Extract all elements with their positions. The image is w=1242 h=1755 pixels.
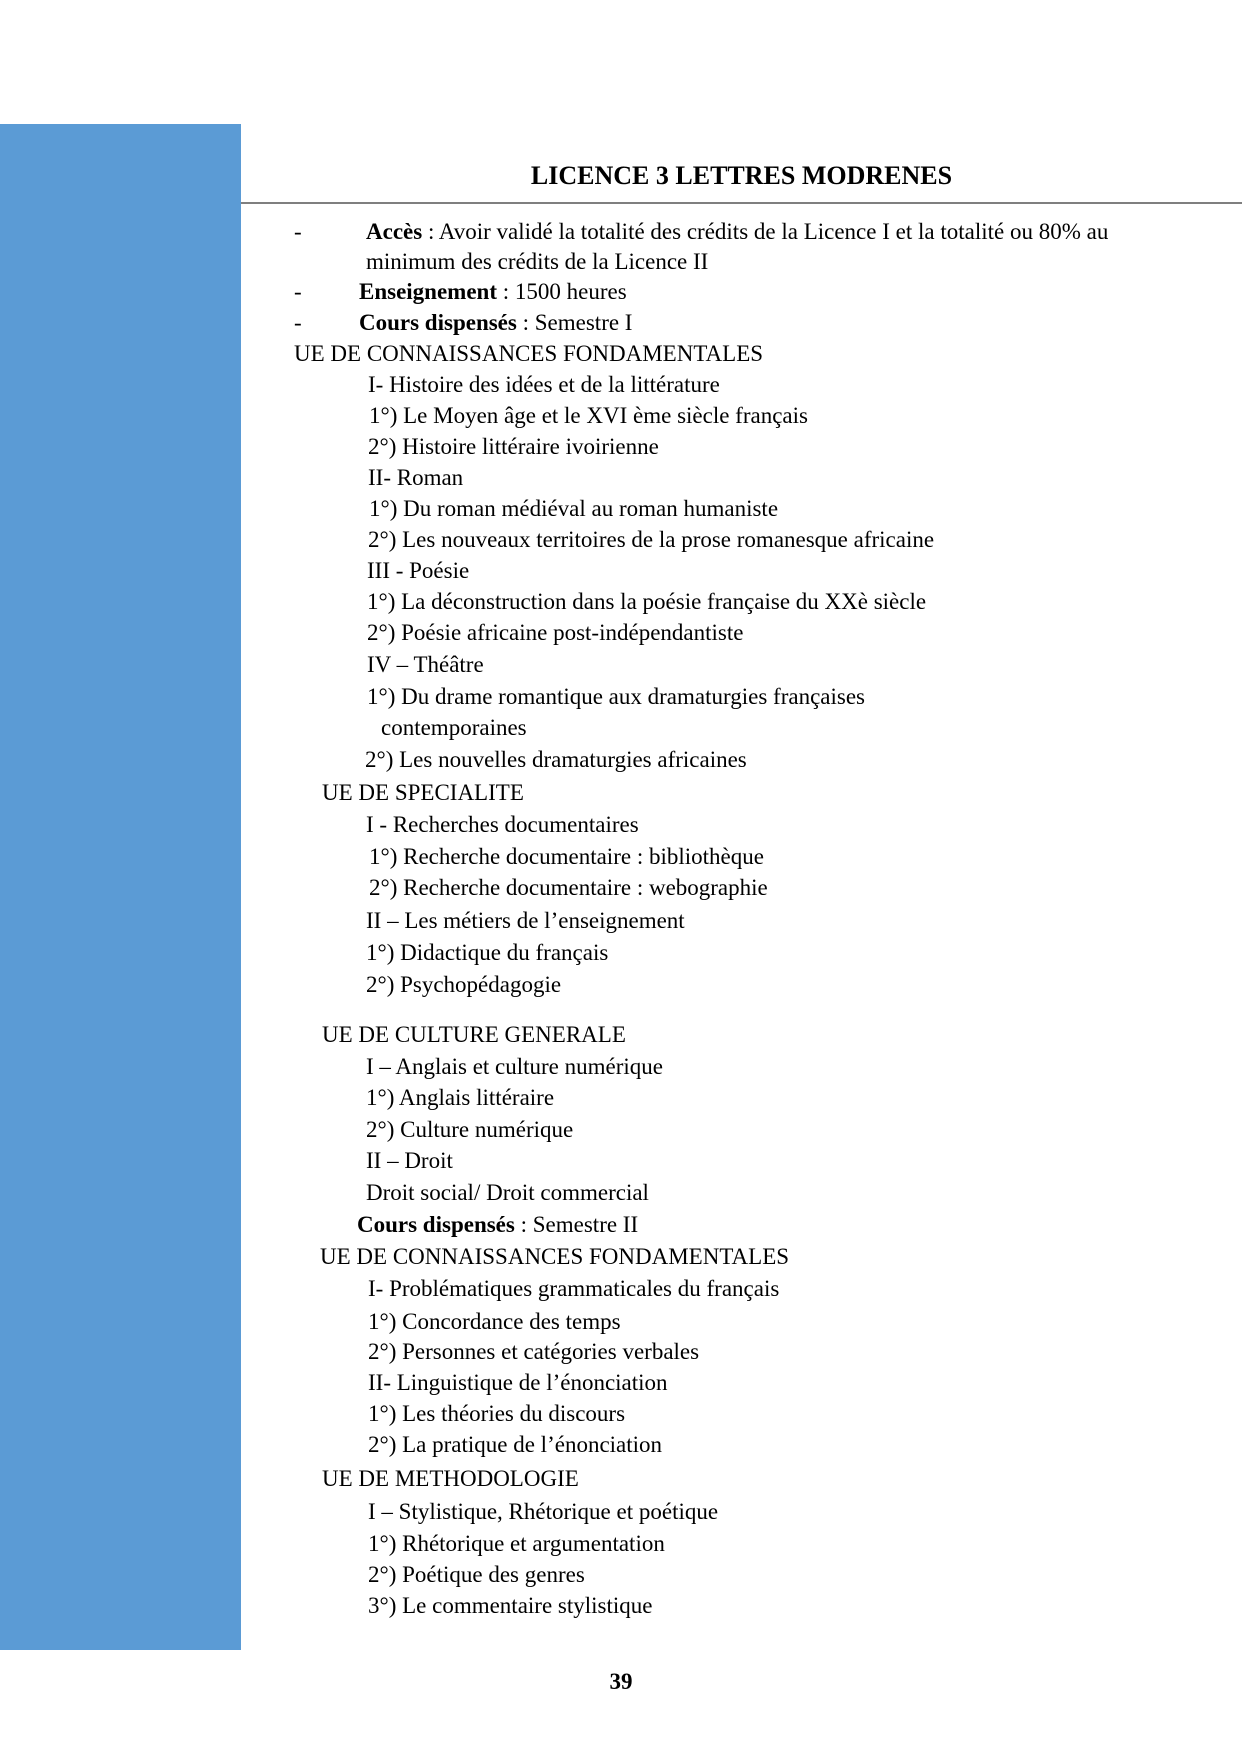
- course-item: 2°) Poétique des genres: [368, 1562, 585, 1587]
- course-item: II – Les métiers de l’enseignement: [366, 908, 685, 933]
- course-item: Droit social/ Droit commercial: [366, 1180, 649, 1205]
- course-item: 1°) Recherche documentaire : bibliothèque: [369, 844, 764, 869]
- course-item: 1°) La déconstruction dans la poésie française du XXè siècle: [367, 589, 927, 614]
- course-item: IV – Théâtre: [367, 652, 484, 677]
- course-item: 1°) Concordance des temps: [368, 1309, 621, 1334]
- course-item: 1°) Le Moyen âge et le XVI ème siècle français: [369, 403, 808, 428]
- bullet-dash: -: [294, 279, 302, 304]
- course-item: 3°) Le commentaire stylistique: [368, 1593, 653, 1618]
- course-item: I – Stylistique, Rhétorique et poétique: [368, 1499, 719, 1524]
- course-item: 2°) Personnes et catégories verbales: [368, 1339, 700, 1364]
- cours-text: : Semestre II: [514, 1212, 639, 1237]
- course-item: II- Linguistique de l’énonciation: [368, 1370, 668, 1395]
- bullet-dash: -: [294, 219, 302, 244]
- bullet-dash: -: [294, 310, 302, 335]
- course-item: I - Recherches documentaires: [366, 812, 639, 837]
- course-item: 1°) Du drame romantique aux dramaturgies françaises: [367, 684, 865, 709]
- course-item: 2°) Psychopédagogie: [366, 972, 562, 997]
- course-item: 2°) Les nouveaux territoires de la prose romanesque africaine: [368, 527, 935, 552]
- course-item: 2°) Histoire littéraire ivoirienne: [368, 434, 659, 459]
- ue-heading: UE DE METHODOLOGIE: [322, 1466, 579, 1491]
- page-number: 39: [609, 1669, 633, 1694]
- ue-heading: UE DE CONNAISSANCES FONDAMENTALES: [320, 1244, 790, 1269]
- course-item: 2°) Culture numérique: [366, 1117, 574, 1142]
- course-item: II – Droit: [366, 1148, 453, 1173]
- decorative-sidebar: [0, 124, 241, 1650]
- course-item: 1°) Rhétorique et argumentation: [368, 1531, 665, 1556]
- course-item: 1°) Didactique du français: [366, 940, 609, 965]
- page-title: LICENCE 3 LETTRES MODRENES: [530, 161, 953, 190]
- enseignement-label: Enseignement: [359, 279, 497, 304]
- cours-text: : Semestre I: [516, 310, 633, 335]
- cours-label: Cours dispensés: [359, 310, 517, 335]
- cours-label: Cours dispensés: [357, 1212, 515, 1237]
- cours-s2-line: [357, 1211, 638, 1239]
- ue-heading: UE DE CONNAISSANCES FONDAMENTALES: [294, 341, 764, 366]
- course-item: 1°) Anglais littéraire: [366, 1085, 555, 1110]
- enseignement-text: : 1500 heures: [497, 279, 627, 304]
- course-item: I – Anglais et culture numérique: [366, 1054, 664, 1079]
- ue-heading: UE DE CULTURE GENERALE: [322, 1022, 626, 1047]
- course-item: contemporaines: [381, 715, 527, 740]
- course-item: 2°) Les nouvelles dramaturgies africaines: [365, 747, 747, 772]
- acces-line-cont: minimum des crédits de la Licence II: [366, 249, 709, 274]
- cours-s1-line: [359, 309, 632, 337]
- course-item: I- Histoire des idées et de la littérature: [368, 372, 720, 397]
- course-item: 2°) Recherche documentaire : webographie: [369, 875, 768, 900]
- course-item: 1°) Du roman médiéval au roman humaniste: [369, 496, 779, 521]
- course-item: III - Poésie: [367, 558, 470, 583]
- header-rule: [241, 202, 1242, 204]
- acces-text: : Avoir validé la totalité des crédits de la Licence I et la totalité ou 80% au: [422, 219, 1109, 244]
- course-item: 1°) Les théories du discours: [368, 1401, 626, 1426]
- course-item: 2°) La pratique de l’énonciation: [368, 1432, 663, 1457]
- ue-heading: UE DE SPECIALITE: [322, 780, 524, 805]
- acces-line: [366, 218, 1108, 246]
- course-item: II- Roman: [368, 465, 464, 490]
- acces-label: Accès: [366, 219, 423, 244]
- course-item: I- Problématiques grammaticales du français: [368, 1276, 780, 1301]
- course-item: 2°) Poésie africaine post-indépendantiste: [367, 620, 744, 645]
- enseignement-line: [359, 278, 627, 306]
